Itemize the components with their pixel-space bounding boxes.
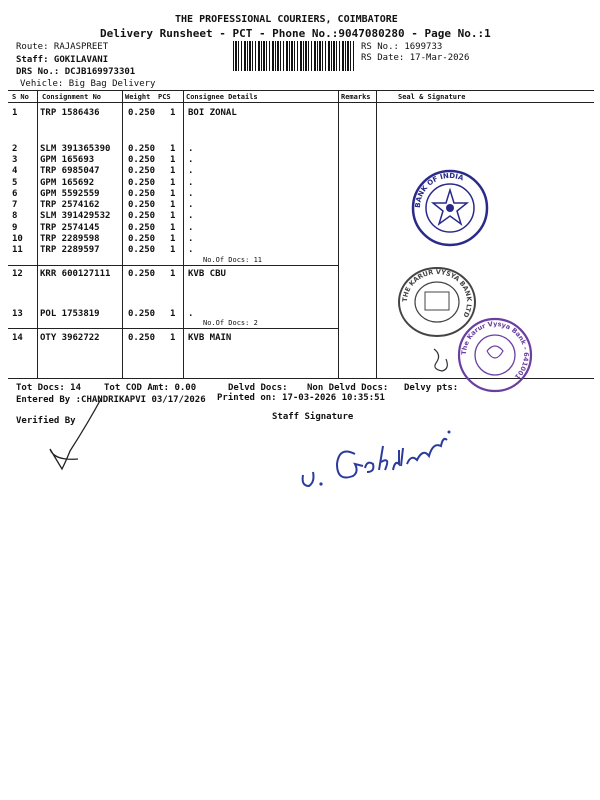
row-consignee: . bbox=[188, 200, 194, 210]
route-label: Route: RAJASPREET bbox=[16, 42, 109, 52]
row-consignee: . bbox=[188, 309, 194, 319]
row-pcs: 1 bbox=[170, 309, 176, 319]
row-weight: 0.250 bbox=[128, 166, 156, 176]
company-title: THE PROFESSIONAL COURIERS, COIMBATORE bbox=[175, 14, 398, 25]
row-pcs: 1 bbox=[170, 144, 176, 154]
row-consignment: TRP 1586436 bbox=[40, 108, 100, 118]
row-sno: 6 bbox=[12, 189, 18, 199]
stamp3-text: The Karur Vysya Bank - 641001 bbox=[459, 319, 531, 381]
col-header-remarks: Remarks bbox=[341, 93, 371, 101]
col-divider bbox=[338, 90, 339, 378]
barcode bbox=[233, 41, 355, 71]
group-divider-1 bbox=[8, 265, 338, 266]
kvb-main-stamp bbox=[455, 315, 535, 395]
group2-doc-count: No.Of Docs: 2 bbox=[203, 319, 258, 327]
row-sno: 10 bbox=[12, 234, 23, 244]
total-docs: Tot Docs: 14 bbox=[16, 383, 82, 393]
row-weight: 0.250 bbox=[128, 245, 156, 255]
row-sno: 9 bbox=[12, 223, 18, 233]
row-consignment: TRP 6985047 bbox=[40, 166, 100, 176]
row-sno: 2 bbox=[12, 144, 18, 154]
rs-date: RS Date: 17-Mar-2026 bbox=[361, 53, 470, 63]
row-consignment: GPM 5592559 bbox=[40, 189, 100, 199]
row-consignee: . bbox=[188, 178, 194, 188]
row-consignee: . bbox=[188, 245, 194, 255]
row-consignee: . bbox=[188, 155, 194, 165]
seal-column-signature bbox=[428, 345, 458, 375]
row-sno: 8 bbox=[12, 211, 18, 221]
row-weight: 0.250 bbox=[128, 144, 156, 154]
row-pcs: 1 bbox=[170, 269, 176, 279]
row-pcs: 1 bbox=[170, 245, 176, 255]
staff-label: Staff: GOKILAVANI bbox=[16, 55, 109, 65]
col-divider bbox=[122, 90, 123, 378]
rs-no: RS No.: 1699733 bbox=[361, 42, 443, 52]
row-consignee: . bbox=[188, 144, 194, 154]
row-consignment: OTY 3962722 bbox=[40, 333, 100, 343]
row-pcs: 1 bbox=[170, 223, 176, 233]
group-divider-2 bbox=[8, 328, 338, 329]
row-weight: 0.250 bbox=[128, 211, 156, 221]
row-weight: 0.250 bbox=[128, 155, 156, 165]
entered-by: Entered By :CHANDRIKAPVI 03/17/2026 bbox=[16, 395, 206, 405]
row-pcs: 1 bbox=[170, 200, 176, 210]
row-consignment: TRP 2574145 bbox=[40, 223, 100, 233]
row-consignment: GPM 165692 bbox=[40, 178, 95, 188]
staff-signature bbox=[295, 420, 465, 495]
row-consignee: . bbox=[188, 234, 194, 244]
row-pcs: 1 bbox=[170, 155, 176, 165]
col-header-pcs: PCS bbox=[158, 93, 171, 101]
row-weight: 0.250 bbox=[128, 309, 156, 319]
group1-doc-count: No.Of Docs: 11 bbox=[203, 256, 263, 264]
col-header-consignee: Consignee Details bbox=[186, 93, 258, 101]
drs-label: DRS No.: DCJB169973301 bbox=[16, 67, 136, 77]
row-consignee: . bbox=[188, 211, 194, 221]
non-delivered-docs: Non Delvd Docs: bbox=[307, 383, 389, 393]
row-weight: 0.250 bbox=[128, 234, 156, 244]
stamp1-text: BANK OF INDIA bbox=[413, 171, 465, 209]
row-pcs: 1 bbox=[170, 211, 176, 221]
stamp2-text: THE KARUR VYSYA BANK LTD bbox=[400, 267, 474, 319]
row-consignee: KVB CBU bbox=[188, 269, 226, 279]
verified-by-label: Verified By bbox=[16, 416, 76, 426]
row-weight: 0.250 bbox=[128, 200, 156, 210]
row-sno: 3 bbox=[12, 155, 18, 165]
col-divider bbox=[37, 90, 38, 378]
row-consignment: TRP 2289597 bbox=[40, 245, 100, 255]
delivery-points: Delvy pts: bbox=[404, 383, 459, 393]
runsheet-subtitle: Delivery Runsheet - PCT - Phone No.:9047080280 - Page No.:1 bbox=[100, 27, 491, 40]
bank-of-india-stamp bbox=[410, 168, 490, 248]
row-pcs: 1 bbox=[170, 234, 176, 244]
row-sno: 14 bbox=[12, 333, 23, 343]
row-sno: 7 bbox=[12, 200, 18, 210]
table-top-border bbox=[8, 90, 594, 91]
staff-signature-label: Staff Signature bbox=[272, 412, 354, 422]
row-consignee: KVB MAIN bbox=[188, 333, 232, 343]
row-consignment: SLM 391429532 bbox=[40, 211, 111, 221]
row-pcs: 1 bbox=[170, 189, 176, 199]
row-sno: 1 bbox=[12, 108, 18, 118]
row-sno: 5 bbox=[12, 178, 18, 188]
printed-on: Printed on: 17-03-2026 10:35:51 bbox=[217, 393, 385, 403]
row-sno: 11 bbox=[12, 245, 23, 255]
row-consignee: BOI ZONAL bbox=[188, 108, 237, 118]
row-consignment: KRR 600127111 bbox=[40, 269, 111, 279]
row-pcs: 1 bbox=[170, 333, 176, 343]
row-pcs: 1 bbox=[170, 108, 176, 118]
row-weight: 0.250 bbox=[128, 108, 156, 118]
verified-by-signature bbox=[40, 395, 120, 475]
row-consignment: SLM 391365390 bbox=[40, 144, 111, 154]
col-header-consignment: Consignment No bbox=[42, 93, 102, 101]
row-sno: 12 bbox=[12, 269, 23, 279]
row-consignment: GPM 165693 bbox=[40, 155, 95, 165]
col-divider bbox=[376, 90, 377, 378]
row-weight: 0.250 bbox=[128, 269, 156, 279]
row-consignment: TRP 2289598 bbox=[40, 234, 100, 244]
row-pcs: 1 bbox=[170, 178, 176, 188]
row-consignee: . bbox=[188, 223, 194, 233]
row-weight: 0.250 bbox=[128, 223, 156, 233]
row-consignment: TRP 2574162 bbox=[40, 200, 100, 210]
delivered-docs: Delvd Docs: bbox=[228, 383, 288, 393]
row-consignment: POL 1753819 bbox=[40, 309, 100, 319]
col-header-weight: Weight bbox=[125, 93, 151, 101]
col-header-sno: S No bbox=[12, 93, 29, 101]
total-cod-amount: Tot COD Amt: 0.00 bbox=[104, 383, 197, 393]
row-sno: 4 bbox=[12, 166, 18, 176]
col-divider bbox=[183, 90, 184, 378]
row-weight: 0.250 bbox=[128, 189, 156, 199]
row-weight: 0.250 bbox=[128, 178, 156, 188]
row-pcs: 1 bbox=[170, 166, 176, 176]
vehicle-label: Vehicle: Big Bag Delivery bbox=[20, 79, 156, 89]
row-consignee: . bbox=[188, 166, 194, 176]
col-header-seal: Seal & Signature bbox=[398, 93, 466, 101]
row-sno: 13 bbox=[12, 309, 23, 319]
row-consignee: . bbox=[188, 189, 194, 199]
table-header-border bbox=[8, 102, 594, 103]
row-weight: 0.250 bbox=[128, 333, 156, 343]
